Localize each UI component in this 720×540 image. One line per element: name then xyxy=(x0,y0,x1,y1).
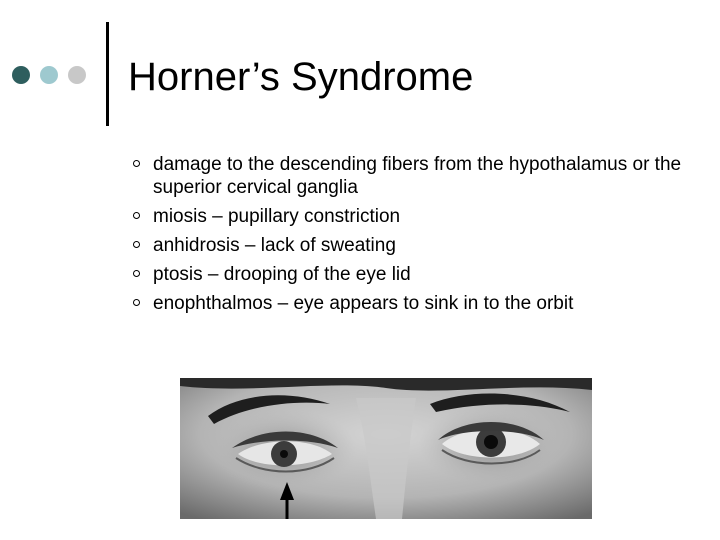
bullet-text: ptosis – drooping of the eye lid xyxy=(153,264,411,285)
bullet-item xyxy=(128,205,688,228)
bullet-list xyxy=(128,153,688,321)
bullet-text: anhidrosis – lack of sweating xyxy=(153,235,396,256)
hollow-circle-bullet-icon xyxy=(133,241,140,248)
slide-title: Horner’s Syndrome xyxy=(128,55,474,99)
bullet-text: miosis – pupillary constriction xyxy=(153,206,401,227)
bullet-item xyxy=(128,292,688,315)
bullet-item xyxy=(128,234,688,257)
dot-icon xyxy=(12,66,30,84)
bullet-text: enophthalmos – eye appears to sink in to the orbit xyxy=(153,293,574,314)
dot-icon xyxy=(68,66,86,84)
bullet-text: damage to the descending fibers from the hypothalamus or the superior cervical ganglia xyxy=(153,154,682,198)
bullet-item xyxy=(128,263,688,286)
hollow-circle-bullet-icon xyxy=(133,160,140,167)
patient-eyes-photo xyxy=(180,378,592,519)
title-divider xyxy=(106,22,109,126)
decorative-dots xyxy=(12,66,102,84)
hollow-circle-bullet-icon xyxy=(133,270,140,277)
hollow-circle-bullet-icon xyxy=(133,299,140,306)
bullet-item xyxy=(128,153,688,199)
dot-icon xyxy=(40,66,58,84)
hollow-circle-bullet-icon xyxy=(133,212,140,219)
